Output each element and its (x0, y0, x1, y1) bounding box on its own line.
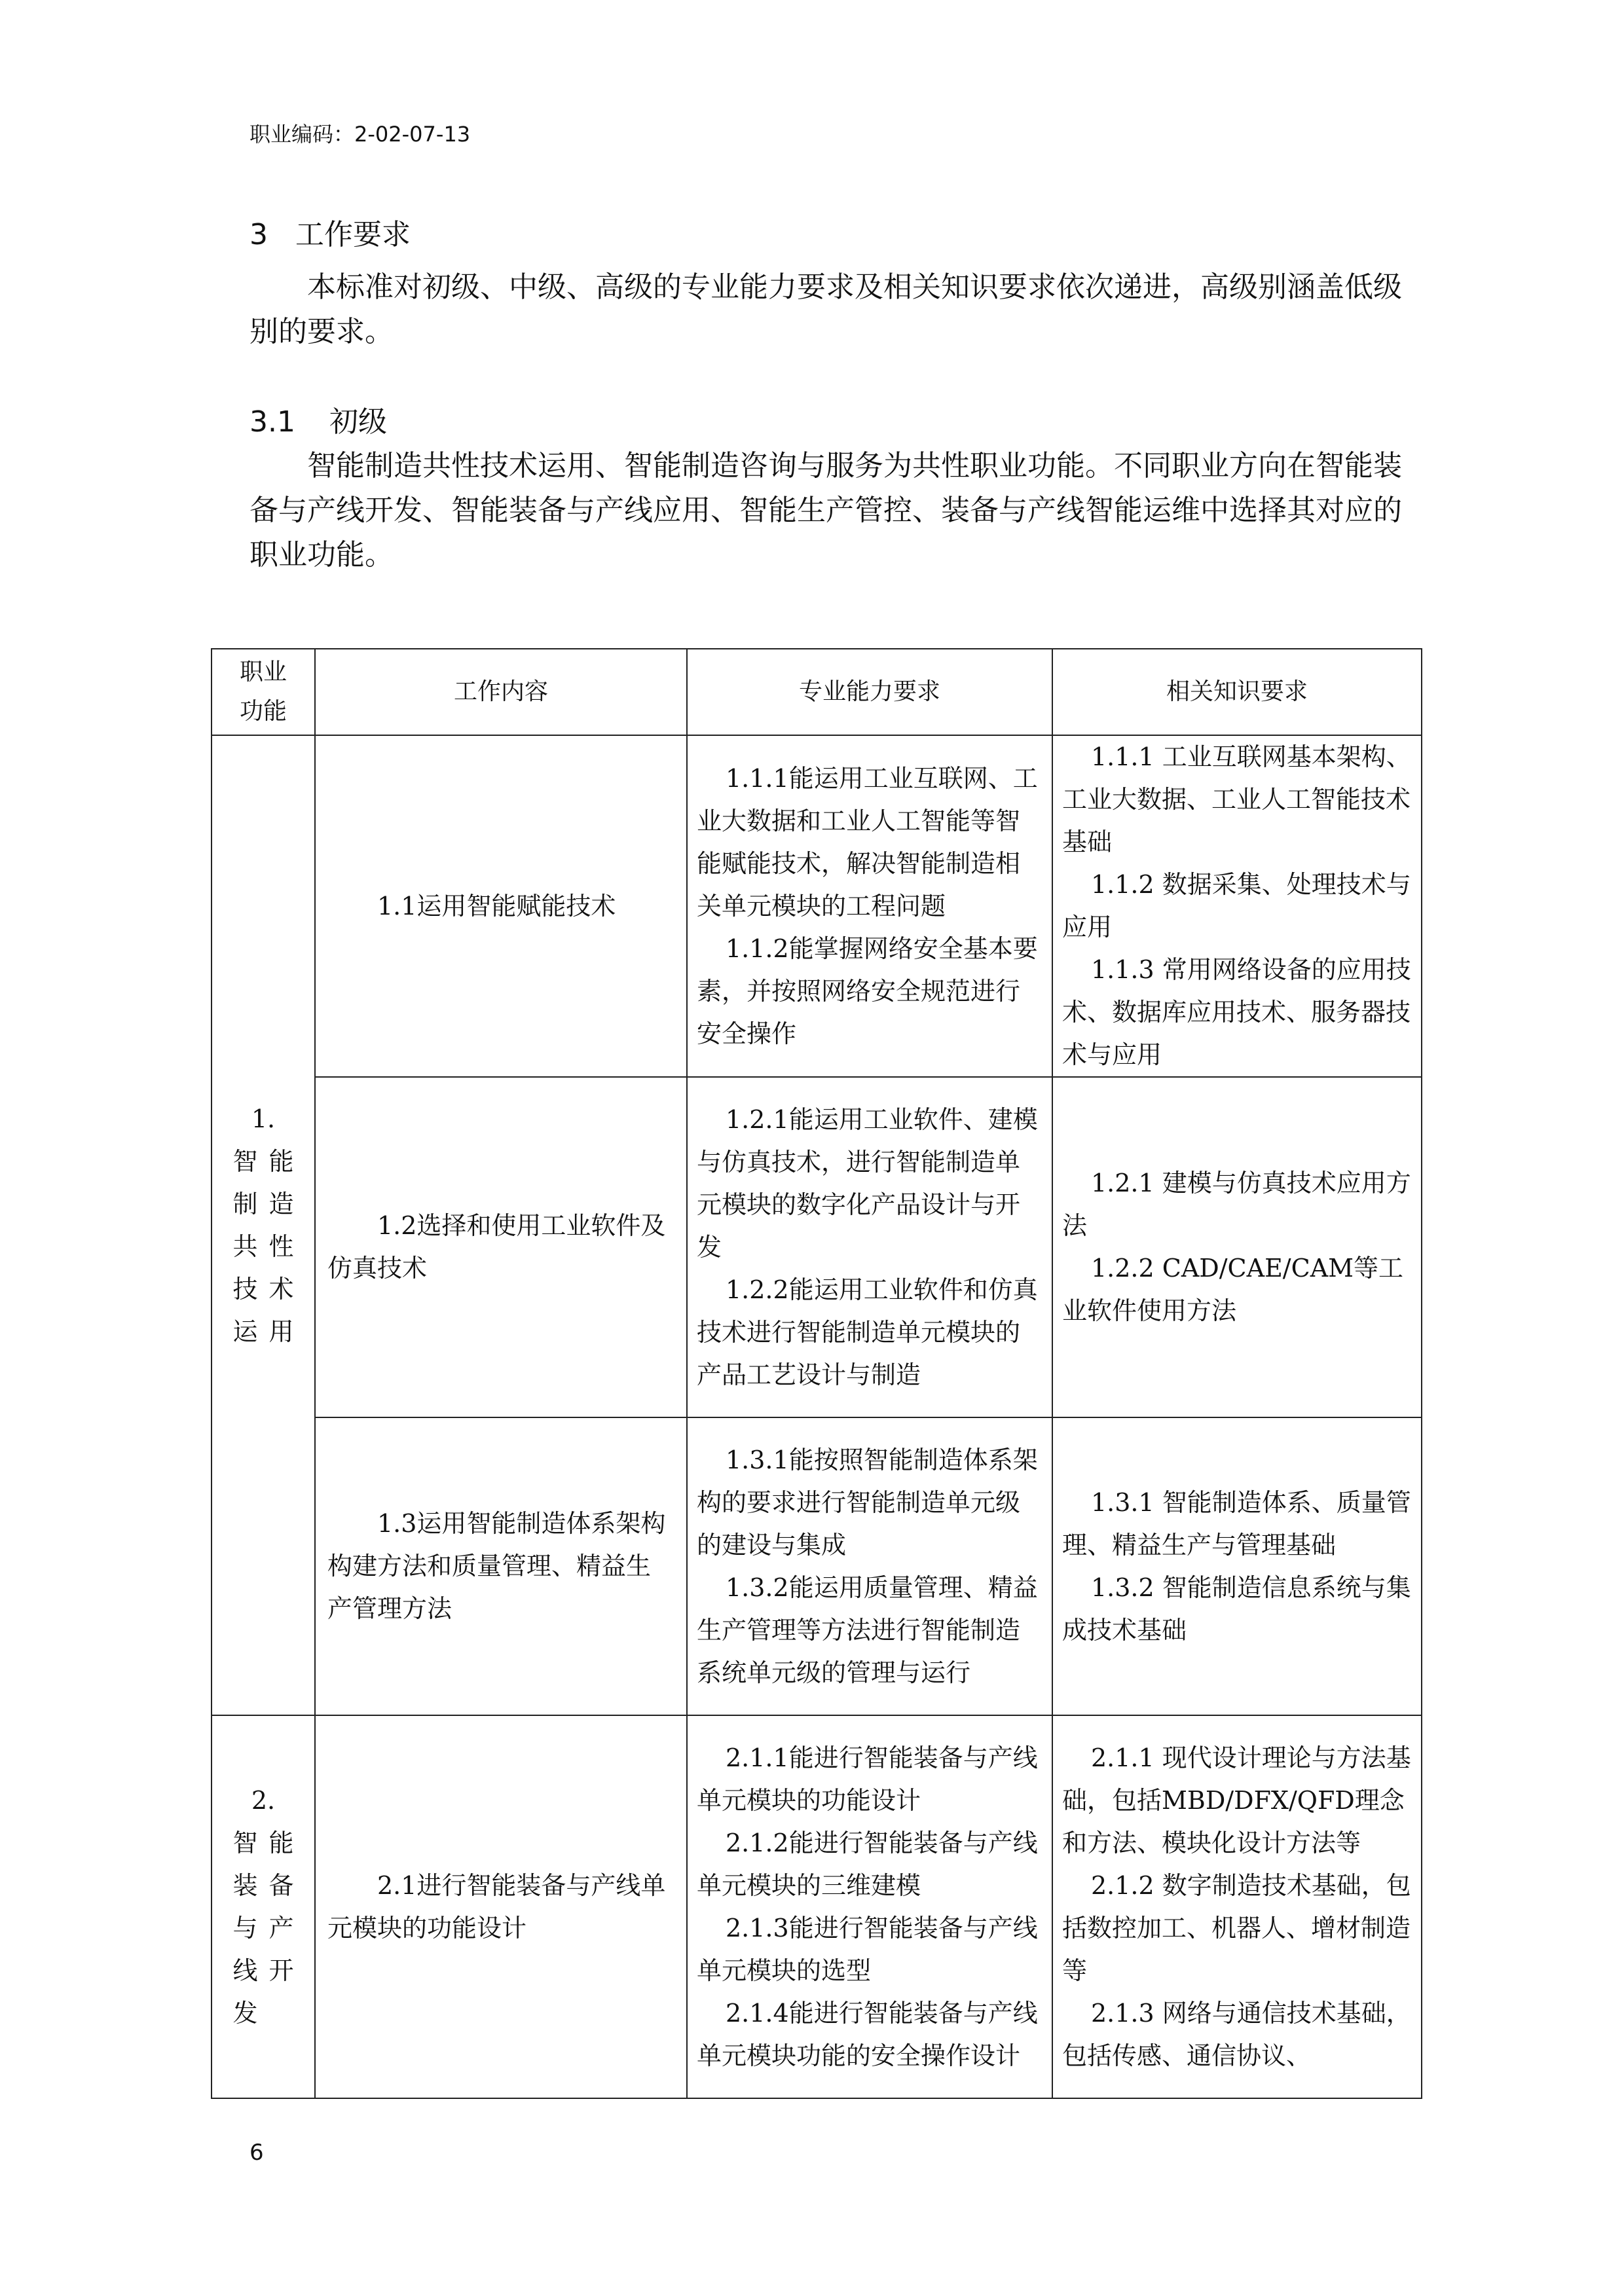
ability-cell: 2.1.1能进行智能装备与产线单元模块的功能设计 2.1.2能进行智能装备与产线单元模块的三维建模 2.1.3能进行智能装备与产线单元模块的选型 2.1.4能进行智能装备与产线单元模块功能的安全操作设计 (687, 1715, 1052, 2098)
occupation-code: 职业编码：2-02-07-13 (249, 122, 471, 147)
ability-cell: 1.3.1能按照智能制造体系架构的要求进行智能制造单元级的建设与集成 1.3.2能运用质量管理、精益生产管理等方法进行智能制造系统单元级的管理与运行 (687, 1417, 1052, 1715)
ability-cell: 1.1.1能运用工业互联网、工业大数据和工业人工智能等智能赋能技术，解决智能制造相关单元模块的工程问题 1.1.2能掌握网络安全基本要素，并按照网络安全规范进行安全操作 (687, 735, 1052, 1077)
section-heading (249, 211, 411, 253)
function-name: 智 能 制 造 共 性 技 术 运 用 (232, 1146, 294, 1346)
requirements-table (211, 648, 1422, 2099)
function-name: 智 能 装 备 与 产 线 开 发 (232, 1828, 294, 2028)
header-knowledge: 相关知识要求 (1052, 649, 1422, 735)
table-row (212, 1715, 1422, 2098)
header-function: 职业 功能 (212, 649, 315, 735)
sub-paragraph: 智能制造共性技术运用、智能制造咨询与服务为共性职业功能。不同职业方向在智能装备与产线开发、智能装备与产线应用、智能生产管控、装备与产线智能运维中选择其对应的职业功能。 (249, 449, 1402, 572)
knowledge-cell: 1.2.1 建模与仿真技术应用方法 1.2.2 CAD/CAE/CAM等工业软件使用方法 (1052, 1077, 1422, 1417)
function-cell (212, 1715, 315, 2098)
function-number: 2. (251, 1785, 276, 1815)
table-header-row (212, 649, 1422, 735)
table-row (212, 735, 1422, 1077)
section-number: 3 (249, 218, 268, 251)
work-content: 1.2选择和使用工业软件及仿真技术 (315, 1077, 687, 1417)
header-ability: 专业能力要求 (687, 649, 1052, 735)
table-row (212, 1417, 1422, 1715)
section-title: 工作要求 (295, 218, 411, 251)
page-number: 6 (249, 2140, 264, 2166)
ability-cell: 1.2.1能运用工业软件、建模与仿真技术，进行智能制造单元模块的数字化产品设计与开发 1.2.2能运用工业软件和仿真技术进行智能制造单元模块的产品工艺设计与制造 (687, 1077, 1052, 1417)
knowledge-cell: 1.3.1 智能制造体系、质量管理、精益生产与管理基础 1.3.2 智能制造信息系统与集成技术基础 (1052, 1417, 1422, 1715)
knowledge-cell: 2.1.1 现代设计理论与方法基础，包括MBD/DFX/QFD理念和方法、模块化设计方法等 2.1.2 数字制造技术基础，包括数控加工、机器人、增材制造等 2.1.3 网络与通信技术基础，包括传感、通信协议、 (1052, 1715, 1422, 2098)
work-content: 1.1运用智能赋能技术 (315, 735, 687, 1077)
intro-paragraph: 本标准对初级、中级、高级的专业能力要求及相关知识要求依次递进，高级别涵盖低级别的要求。 (249, 270, 1402, 348)
knowledge-cell: 1.1.1 工业互联网基本架构、工业大数据、工业人工智能技术基础 1.1.2 数据采集、处理技术与应用 1.1.3 常用网络设备的应用技术、数据库应用技术、服务器技术与应用 (1052, 735, 1422, 1077)
header-content: 工作内容 (315, 649, 687, 735)
function-number: 1. (251, 1104, 276, 1133)
subsection-number: 3.1 (249, 405, 295, 439)
work-content: 2.1进行智能装备与产线单元模块的功能设计 (315, 1715, 687, 2098)
function-cell (212, 735, 315, 1715)
table-row (212, 1077, 1422, 1417)
work-content: 1.3运用智能制造体系架构构建方法和质量管理、精益生产管理方法 (315, 1417, 687, 1715)
subsection-heading (249, 398, 387, 440)
subsection-title: 初级 (329, 405, 387, 439)
